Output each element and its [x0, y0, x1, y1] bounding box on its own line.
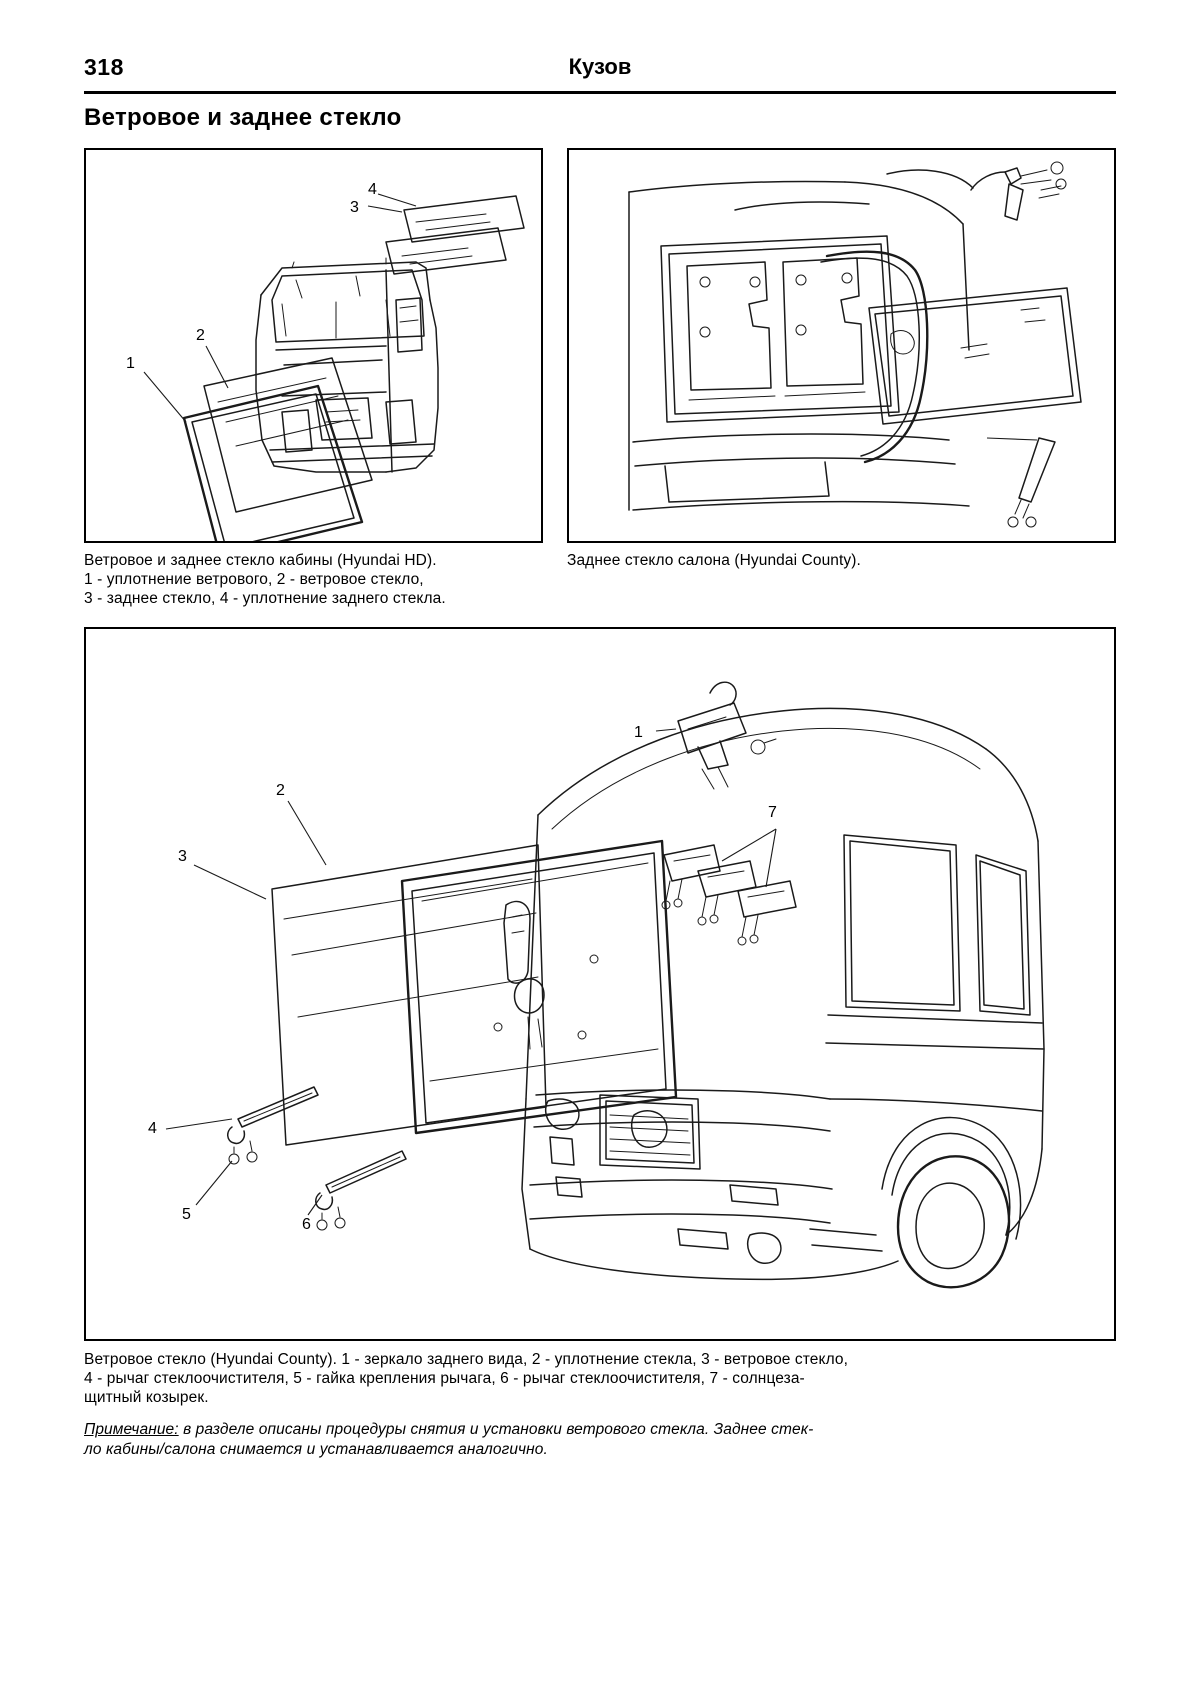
caption-line: 4 - рычаг стеклоочистителя, 5 - гайка крепления рычага, 6 - рычаг стеклоочистителя, 7 - солнцеза- — [84, 1370, 805, 1387]
svg-text:5: 5 — [182, 1206, 191, 1223]
figure-1-caption — [84, 551, 554, 608]
svg-text:6: 6 — [302, 1216, 311, 1233]
caption-line: Заднее стекло салона (Hyundai County). — [567, 552, 861, 569]
svg-text:2: 2 — [196, 327, 205, 344]
svg-text:3: 3 — [350, 199, 359, 216]
svg-text:2: 2 — [276, 782, 285, 799]
caption-line: щитный козырек. — [84, 1389, 209, 1406]
svg-text:4: 4 — [148, 1120, 157, 1137]
note-block — [84, 1420, 1119, 1460]
page-header — [84, 54, 1116, 88]
note-text: в разделе описаны процедуры снятия и установки ветрового стекла. Заднее стек- — [178, 1421, 814, 1438]
svg-text:7: 7 — [768, 804, 777, 821]
figure-windshield-county — [84, 627, 1116, 1341]
figure-3-lineart — [86, 629, 1114, 1339]
note-label: Примечание: — [84, 1421, 179, 1438]
header-divider — [84, 91, 1116, 94]
page-title: Кузов — [568, 54, 632, 79]
page-number: 318 — [84, 54, 124, 80]
section-heading: Ветровое и заднее стекло — [84, 104, 402, 131]
svg-text:1: 1 — [634, 724, 643, 741]
figure-1-lineart — [86, 150, 541, 541]
figure-rear-window-county — [567, 148, 1116, 543]
figure-3-caption — [84, 1350, 1119, 1407]
figure-windshield-cab-hd — [84, 148, 543, 543]
note-text-second-line: ло кабины/салона снимается и устанавливается аналогично. — [84, 1441, 548, 1458]
svg-text:1: 1 — [126, 355, 135, 372]
caption-line: Ветровое и заднее стекло кабины (Hyundai HD). — [84, 552, 437, 569]
caption-line: 1 - уплотнение ветрового, 2 - ветровое стекло, — [84, 571, 424, 588]
caption-line: 3 - заднее стекло, 4 - уплотнение заднего стекла. — [84, 590, 446, 607]
figure-2-caption — [567, 551, 1107, 570]
figure-2-lineart — [569, 150, 1114, 541]
svg-text:4: 4 — [368, 181, 377, 198]
svg-text:3: 3 — [178, 848, 187, 865]
caption-line: Ветровое стекло (Hyundai County). 1 - зеркало заднего вида, 2 - уплотнение стекла, 3 - ветровое стекло, — [84, 1351, 849, 1368]
